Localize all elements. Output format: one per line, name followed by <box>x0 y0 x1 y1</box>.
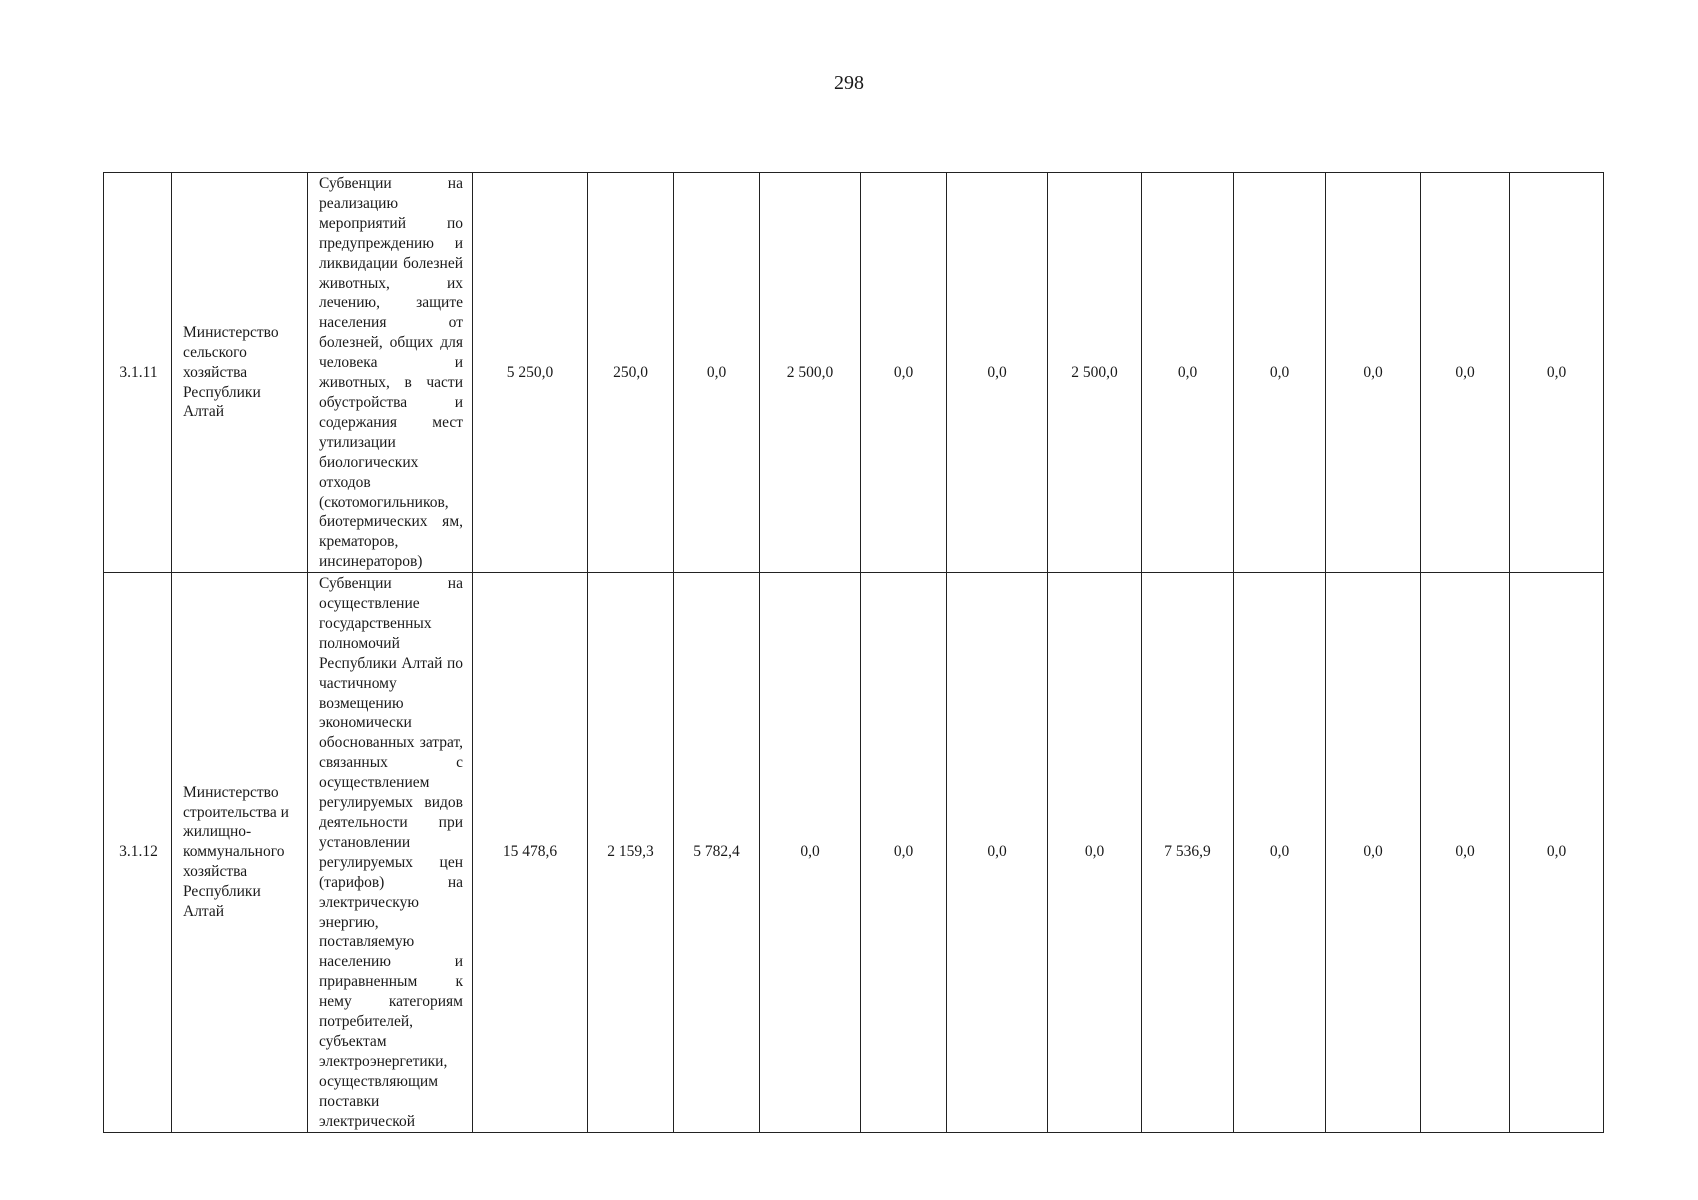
value-cell: 0,0 <box>1510 173 1604 573</box>
value-cell: 0,0 <box>947 573 1048 1132</box>
value-cell: 0,0 <box>861 173 947 573</box>
value-cell: 0,0 <box>947 173 1048 573</box>
value-cell: 5 782,4 <box>674 573 760 1132</box>
value-cell: 15 478,6 <box>473 573 588 1132</box>
value-cell: 0,0 <box>1048 573 1142 1132</box>
table-row <box>104 573 1604 1132</box>
value-cell: 2 159,3 <box>588 573 674 1132</box>
budget-table <box>103 172 1604 1133</box>
page-number: 298 <box>834 72 864 94</box>
value-cell: 2 500,0 <box>760 173 861 573</box>
value-cell: 0,0 <box>1421 173 1510 573</box>
value-cell: 0,0 <box>1234 573 1326 1132</box>
value-cell: 0,0 <box>674 173 760 573</box>
row-code: 3.1.11 <box>104 173 172 573</box>
value-cell: 5 250,0 <box>473 173 588 573</box>
value-cell: 7 536,9 <box>1142 573 1234 1132</box>
table-row <box>104 173 1604 573</box>
value-cell: 0,0 <box>1326 173 1421 573</box>
value-cell: 2 500,0 <box>1048 173 1142 573</box>
value-cell: 0,0 <box>1510 573 1604 1132</box>
value-cell: 0,0 <box>1142 173 1234 573</box>
value-cell: 250,0 <box>588 173 674 573</box>
value-cell: 0,0 <box>1326 573 1421 1132</box>
row-code: 3.1.12 <box>104 573 172 1132</box>
responsible-organization: Министерство сельского хозяйства Республики Алтай <box>172 173 308 573</box>
value-cell: 0,0 <box>1234 173 1326 573</box>
responsible-organization: Министерство строительства и жилищно-коммунального хозяйства Республики Алтай <box>172 573 308 1132</box>
activity-description: Субвенции на реализацию мероприятий по предупреждению и ликвидации болезней животных, их лечению, защите населения от болезней, общих для человека и животных, в части обустройства и содержания мест утилизации биологических отходов (скотомогильников, биотермических ям, крематоров, инсинераторов) <box>308 173 473 573</box>
value-cell: 0,0 <box>861 573 947 1132</box>
value-cell: 0,0 <box>1421 573 1510 1132</box>
activity-description: Субвенции на осуществление государственных полномочий Республики Алтай по частичному возмещению экономически обоснованных затрат, связанных с осуществлением регулируемых видов деятельности при установлении регулируемых цен (тарифов) на электрическую энергию, поставляемую населению и приравненным к нему категориям потребителей, субъектам электроэнергетики, осуществляющим поставки электрической <box>308 573 473 1132</box>
value-cell: 0,0 <box>760 573 861 1132</box>
